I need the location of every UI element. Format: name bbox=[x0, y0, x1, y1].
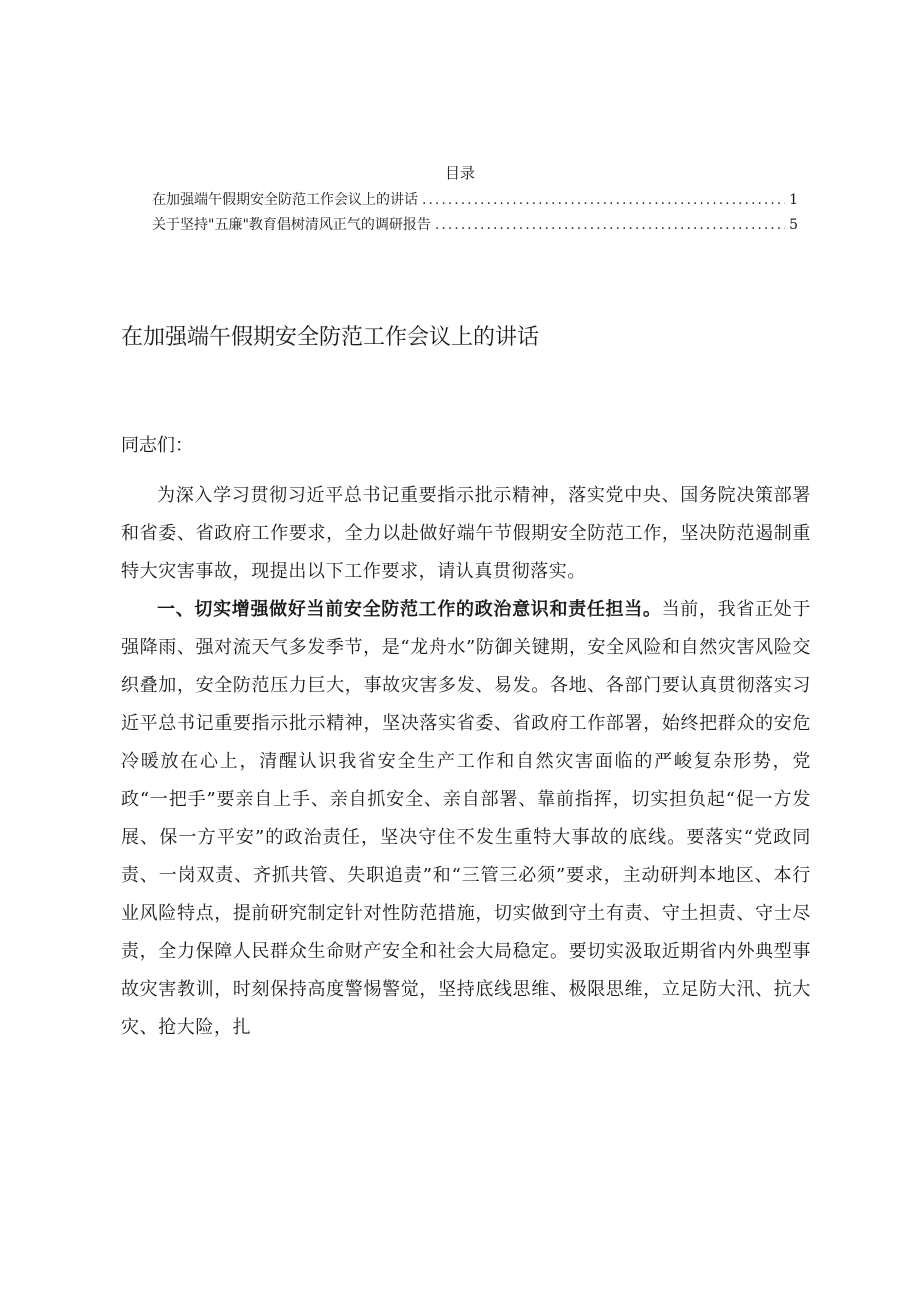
salutation: 同志们： bbox=[121, 435, 193, 456]
paragraph: 为深入学习贯彻习近平总书记重要指示批示精神，落实党中央、国务院决策部署和省委、省政府工作要求，全力以赴做好端午节假期安全防范工作，坚决防范遏制重特大灾害事故，现提出以下工作要求，请认真贯彻落实。 bbox=[121, 485, 811, 582]
toc-entry[interactable] bbox=[152, 215, 798, 235]
document-body bbox=[121, 477, 811, 1047]
toc-entry-text: 关于坚持"五廉"教育倡树清风正气的调研报告 bbox=[152, 217, 431, 233]
toc-title: 目录 bbox=[444, 164, 475, 182]
paragraph-lead-heading: 一、切实增强做好当前安全防范工作的政治意识和责任担当。 bbox=[157, 599, 662, 620]
paragraph-body-text: 当前，我省正处于强降雨、强对流天气多发季节，是“龙舟水”防御关键期，安全风险和自然灾害风险交织叠加，安全防范压力巨大，事故灾害多发、易发。各地、各部门要认真贯彻落实习近平总书记重要指示批示精神，坚决落实省委、省政府工作部署，始终把群众的安危冷暖放在心上，清醒认识我省安全生产工作和自然灾害面临的严峻复杂形势，党政“一把手”要亲自上手、亲自抓安全、亲自部署、靠前指挥，切实担负起“促一方发展、保一方平安”的政治责任，坚决守住不发生重特大事故的底线。要落实“党政同责、一岗双责、齐抓共管、失职追责”和“三管三必须”要求，主动研判本地区、本行业风险特点，提前研究制定针对性防范措施，切实做到守土有责、守土担责、守士尽责，全力保障人民群众生命财产安全和社会大局稳定。要切实汲取近期省内外典型事故灾害教训，时刻保持高度警惕警觉，坚持底线思维、极限思维，立足防大汛、抗大灾、抢大险，扎 bbox=[121, 599, 811, 1038]
toc-leader-dots bbox=[435, 215, 785, 235]
toc-entry[interactable] bbox=[152, 190, 798, 210]
toc-entry-text: 在加强端午假期安全防范工作会议上的讲话 bbox=[152, 192, 418, 208]
paragraph bbox=[121, 591, 811, 1047]
document-heading: 在加强端午假期安全防范工作会议上的讲话 bbox=[121, 325, 540, 350]
toc-leader-dots bbox=[422, 190, 785, 210]
toc-entry-page-number: 1 bbox=[789, 192, 798, 208]
toc-entry-page-number: 5 bbox=[789, 217, 798, 233]
